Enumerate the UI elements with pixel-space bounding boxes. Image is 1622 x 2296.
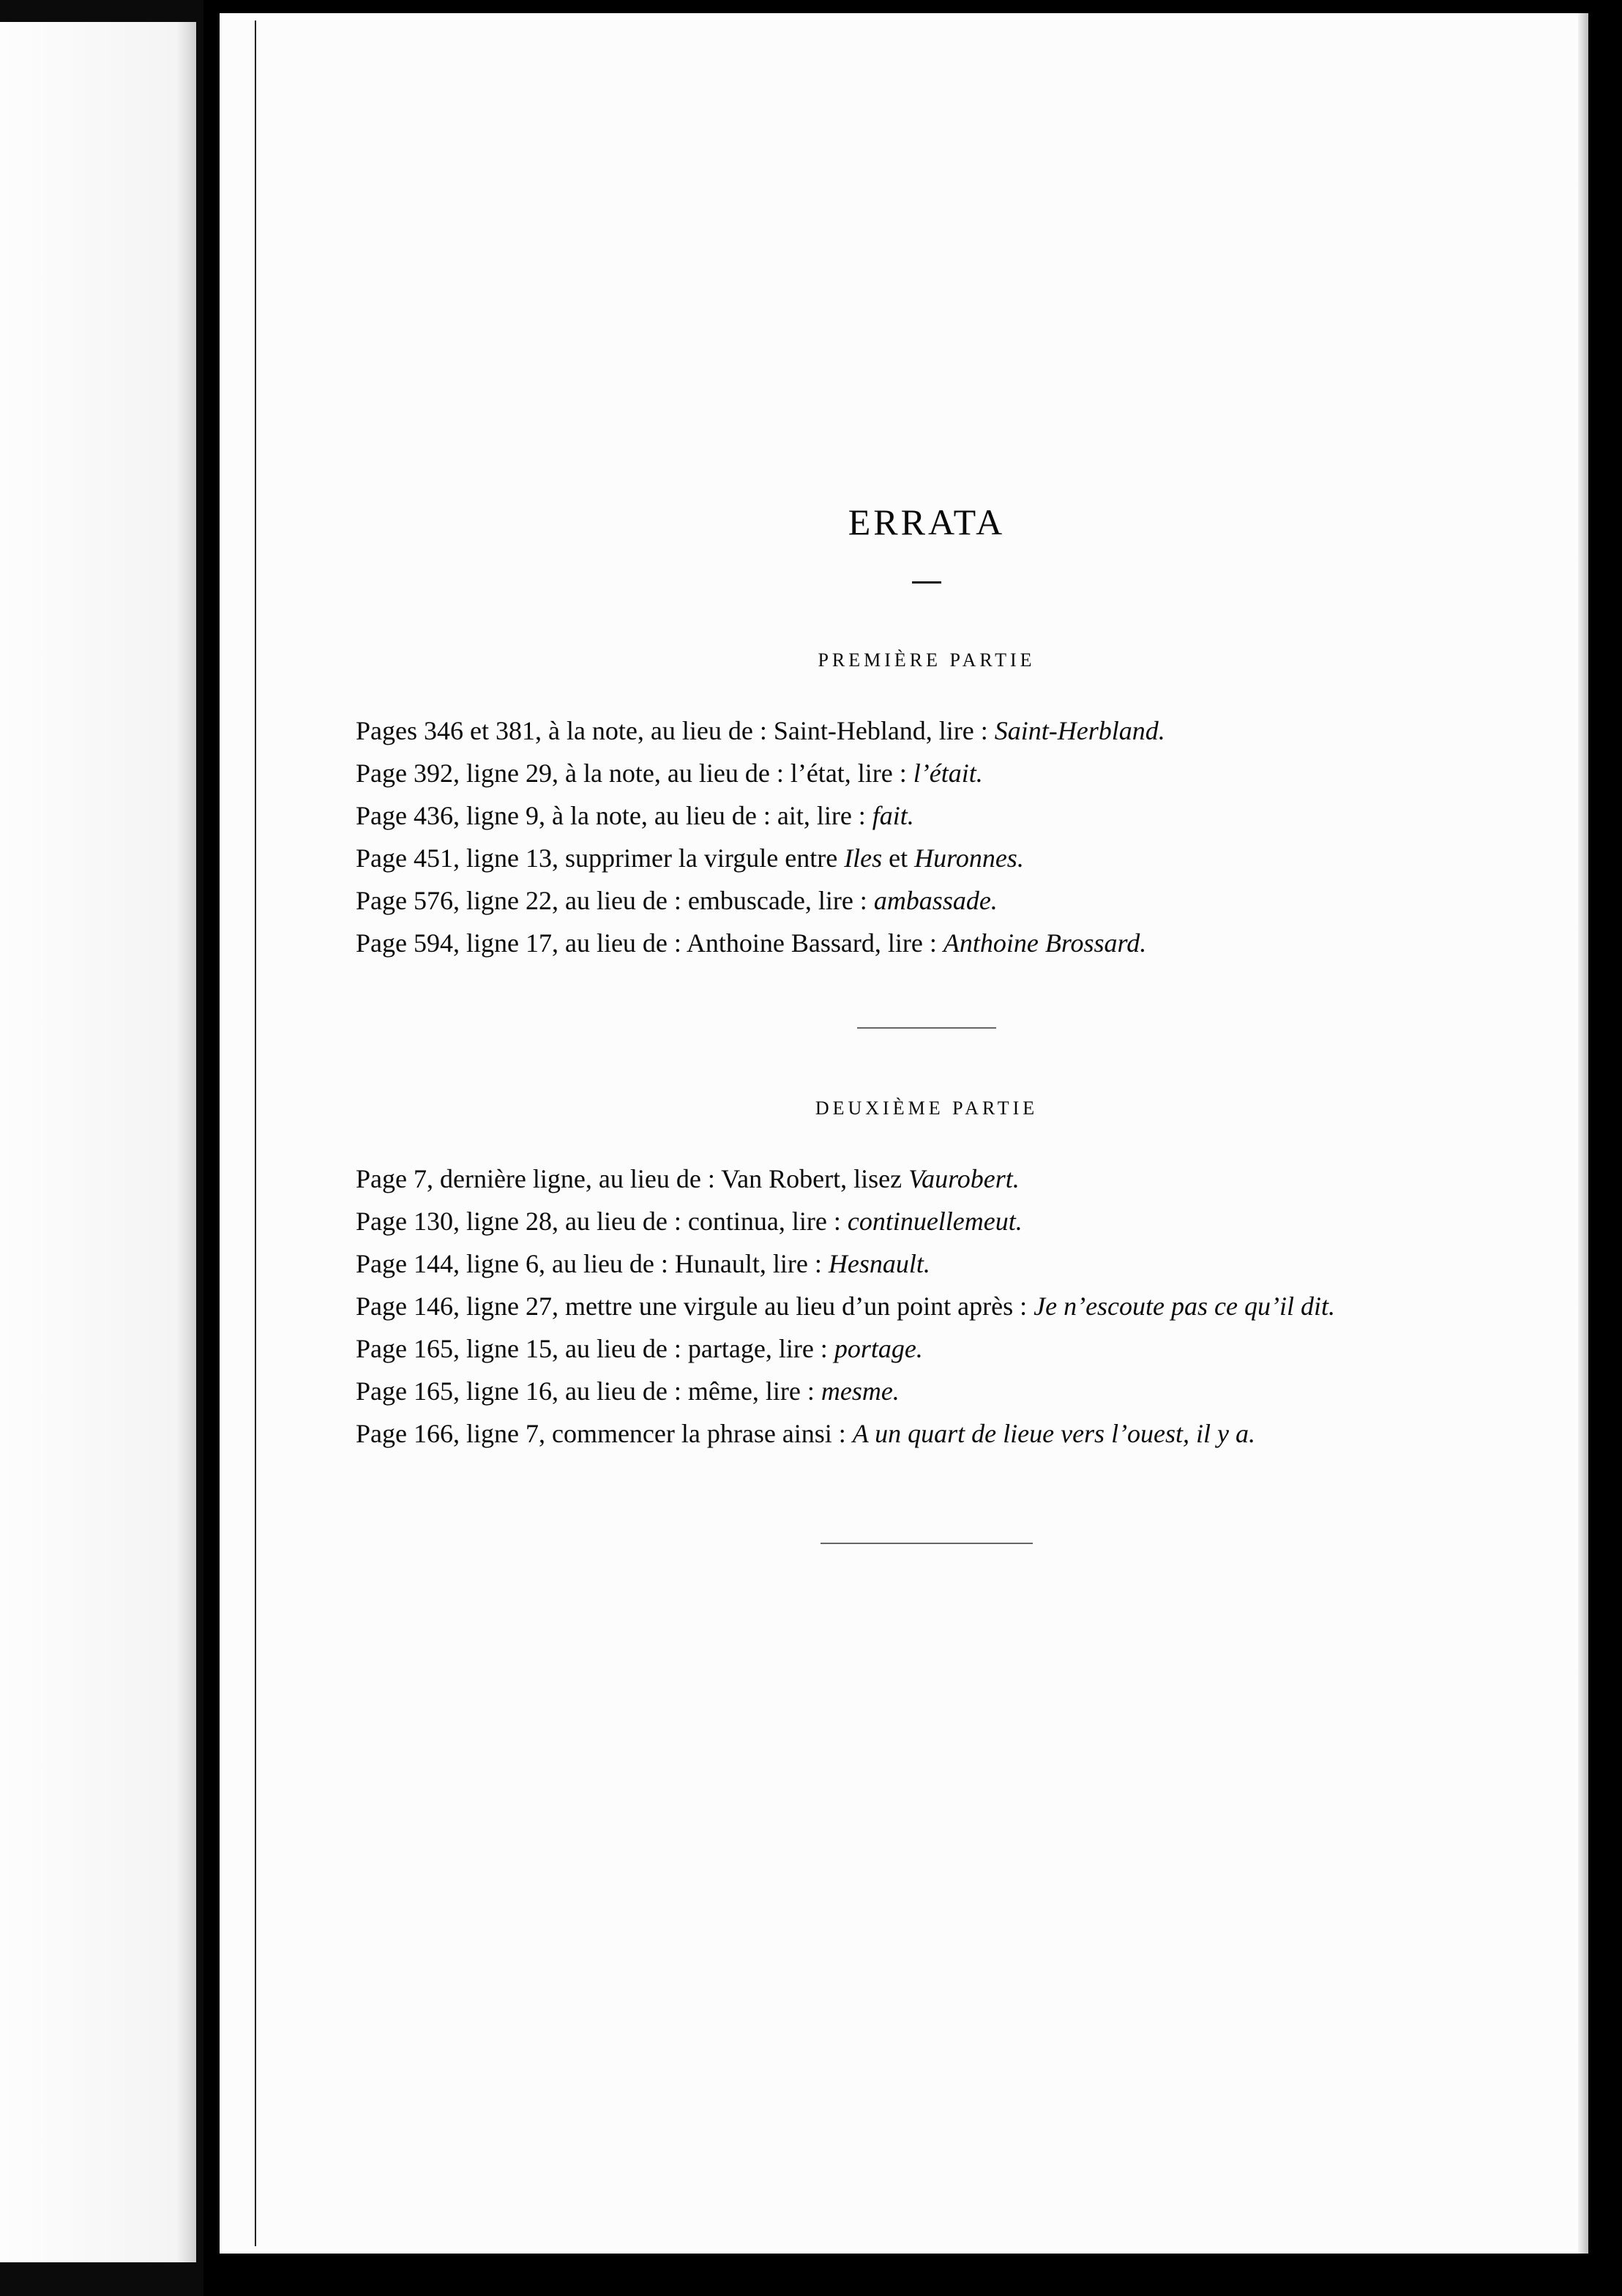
errata-list-deuxieme [356, 1158, 1498, 1455]
errata-entry: Page 576, ligne 22, au lieu de : embuscade, lire : ambassade. [356, 886, 998, 915]
page-title: ERRATA [848, 502, 1006, 543]
errata-content [356, 482, 1498, 1544]
facing-page-edge [0, 0, 203, 2296]
facing-page-paper [0, 22, 196, 2262]
errata-entry: Page 165, ligne 16, au lieu de : même, lire : mesme. [356, 1376, 900, 1406]
errata-entry: Page 451, ligne 13, supprimer la virgule entre Iles et Huronnes. [356, 843, 1024, 873]
end-separator [821, 1543, 1033, 1544]
errata-entry: Page 436, ligne 9, à la note, au lieu de : ait, lire : fait. [356, 801, 914, 830]
errata-entry: Page 144, ligne 6, au lieu de : Hunault, lire : Hesnault. [356, 1249, 930, 1278]
errata-entry: Page 146, ligne 27, mettre une virgule au lieu d’un point après : Je n’escoute pas ce qu’il dit. [356, 1292, 1335, 1321]
errata-entry: Pages 346 et 381, à la note, au lieu de : Saint-Hebland, lire : Saint-Herbland. [356, 716, 1165, 745]
errata-entry: Page 594, ligne 17, au lieu de : Anthoine Bassard, lire : Anthoine Brossard. [356, 928, 1147, 958]
section-heading-deuxieme: DEUXIÈME PARTIE [815, 1097, 1039, 1119]
page-right-edge [1578, 13, 1588, 2254]
errata-entry: Page 7, dernière ligne, au lieu de : Van Robert, lisez Vaurobert. [356, 1164, 1020, 1193]
errata-entry: Page 166, ligne 7, commencer la phrase ainsi : A un quart de lieue vers l’ouest, il y a. [356, 1419, 1256, 1448]
section-separator [857, 1027, 996, 1029]
errata-entry: Page 392, ligne 29, à la note, au lieu de : l’état, lire : l’était. [356, 758, 983, 788]
section-heading-premiere: PREMIÈRE PARTIE [818, 649, 1036, 671]
errata-list-premiere [356, 709, 1498, 964]
errata-entry: Page 130, ligne 28, au lieu de : continua, lire : continuellemeut. [356, 1207, 1023, 1236]
document-page [220, 13, 1588, 2254]
errata-entry: Page 165, ligne 15, au lieu de : partage, lire : portage. [356, 1334, 923, 1363]
page-gutter-line [255, 20, 256, 2246]
title-rule [912, 581, 941, 584]
